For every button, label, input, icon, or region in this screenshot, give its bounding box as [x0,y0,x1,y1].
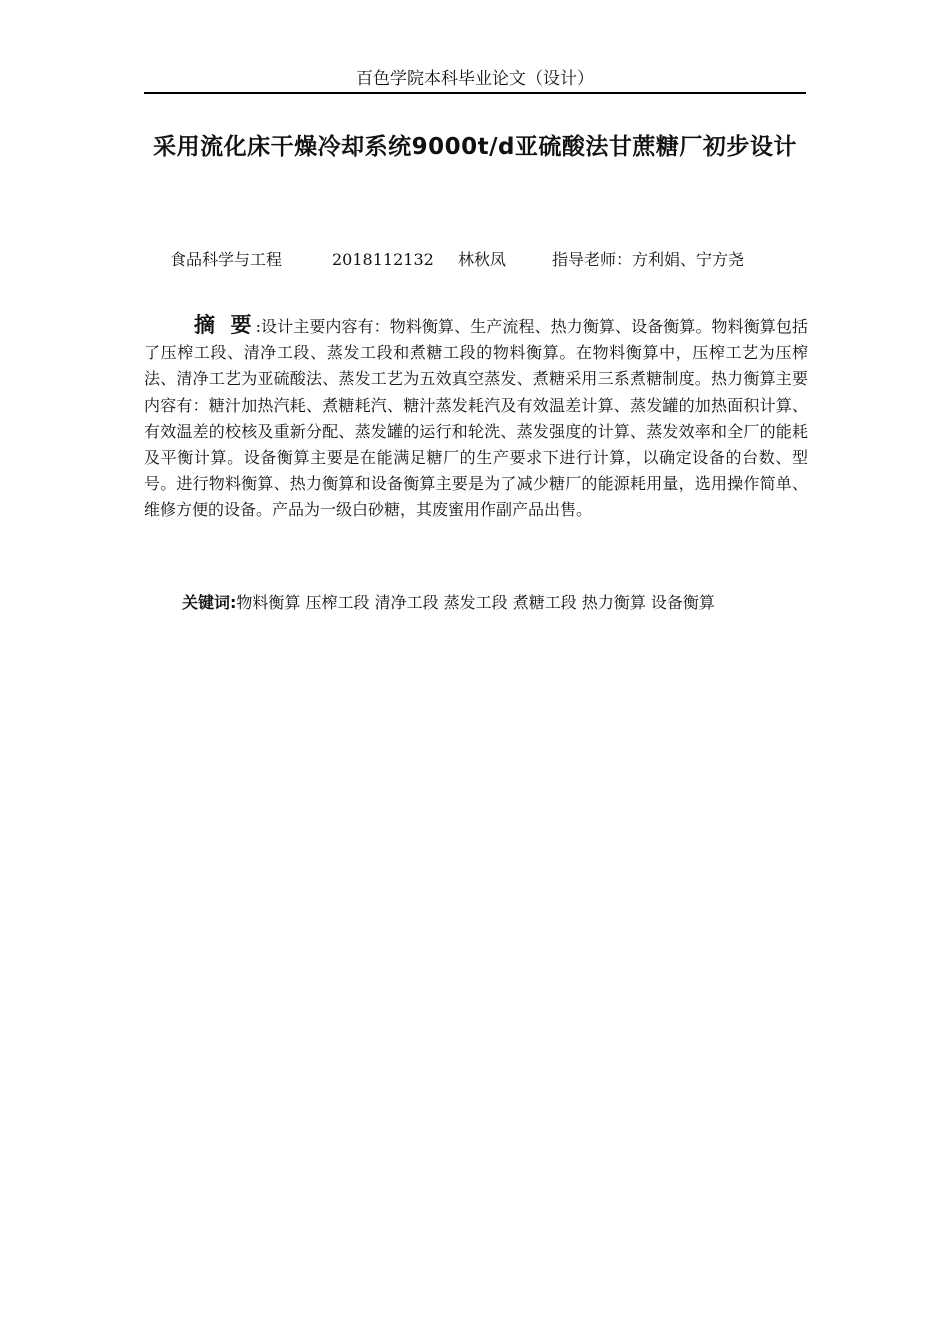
advisor: 指导老师：方利娟、宁方尧 [552,250,745,269]
abstract [144,312,808,524]
header-text: 百色学院本科毕业论文（设计） [356,69,594,89]
paper-title: 采用流化床干燥冷却系统9000t/d亚硫酸法甘蔗糖厂初步设计 [153,134,797,160]
keywords-label: 关键词: [182,593,237,612]
keywords-text: 物料衡算 压榨工段 清净工段 蒸发工段 煮糖工段 热力衡算 设备衡算 [236,593,715,612]
page-header [144,66,806,94]
major: 食品科学与工程 [170,250,283,269]
author-byline [144,246,806,274]
abstract-label-colon: : [255,317,261,336]
abstract-label: 摘 要 [194,313,256,337]
author-name: 林秋凤 [458,250,507,269]
abstract-text: 设计主要内容有：物料衡算、生产流程、热力衡算、设备衡算。物料衡算包括了压榨工段、清净工段、蒸发工段和煮糖工段的物料衡算。在物料衡算中，压榨工艺为压榨法、清净工艺为亚硫酸法、蒸发工艺为五效真空蒸发、煮糖采用三系煮糖制度。热力衡算主要内容有：糖汁加热汽耗、煮糖耗汽、糖汁蒸发耗汽及有效温差计算、蒸发罐的加热面积计算、有效温差的校核及重新分配、蒸发罐的运行和轮洗、蒸发强度的计算、蒸发效率和全厂的能耗及平衡计算。设备衡算主要是在能满足糖厂的生产要求下进行计算，以确定设备的台数、型号。进行物料衡算、热力衡算和设备衡算主要是为了减少糖厂的能源耗用量，选用操作简单、维修方便的设备。产品为一级白砂糖，其废蜜用作副产品出售。 [144,317,808,520]
keywords [144,585,808,621]
student-id: 2018112132 [332,250,434,269]
